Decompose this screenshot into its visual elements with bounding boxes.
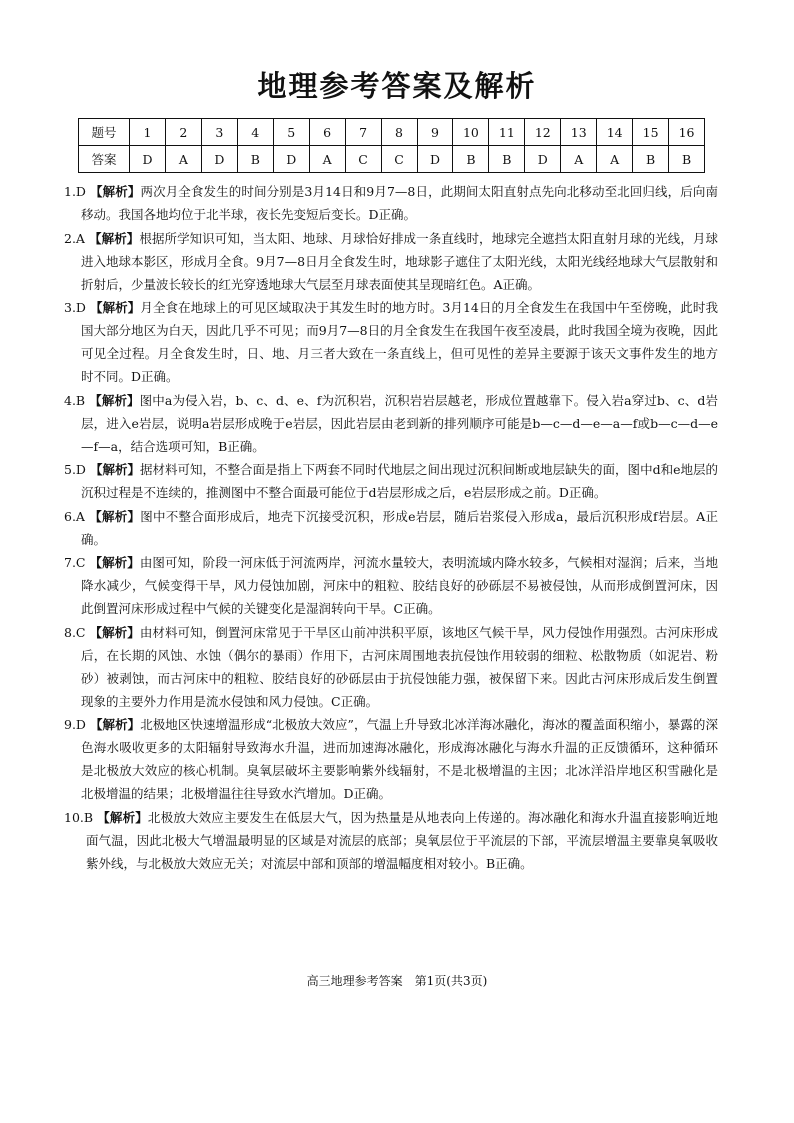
question-number-cell: 10 — [453, 119, 489, 146]
question-number-cell: 14 — [597, 119, 633, 146]
answer-cell: B — [453, 146, 489, 173]
item-text: 北极地区快速增温形成“北极放大效应”，气温上升导致北冰洋海冰融化，海冰的覆盖面积缩小，暴露的深色海水吸收更多的太阳辐射导致海水升温，进而加速海冰融化，形成海冰融化与海水升温的正反馈循环，这种循环是北极放大效应的核心机制。臭氧层破坏主要影响紫外线辐射，不是北极增温的主因；北冰洋沿岸地区积雪融化是北极增温的结果；北极增温往往导致水汽增加。D正确。 — [81, 717, 718, 801]
question-number-cell: 2 — [165, 119, 201, 146]
question-number-cell: 4 — [237, 119, 273, 146]
answer-cell: D — [417, 146, 453, 173]
answer-cell: D — [273, 146, 309, 173]
analysis-tag: 【解析】 — [89, 392, 140, 408]
question-number-row — [79, 119, 705, 146]
answer-cell: C — [381, 146, 417, 173]
item-text: 北极放大效应主要发生在低层大气，因为热量是从地表向上传递的。海冰融化和海水升温直接影响近地面气温，因此北极大气增温最明显的区域是对流层的底部；臭氧层位于平流层的下部，平流层增温主要靠臭氧吸收紫外线，与北极放大效应无关；对流层中部和顶部的增温幅度相对较小。B正确。 — [86, 809, 718, 871]
analysis-item-6 — [64, 505, 718, 551]
item-text: 根据所学知识可知，当太阳、地球、月球恰好排成一条直线时，地球完全遮挡太阳直射月球的光线，月球进入地球本影区，形成月全食。9月7—8日月全食发生时，地球影子遮住了太阳光线，太阳光线经地球大气层散射和折射后，少量波长较长的红光穿透地球大气层至月球表面使其呈现暗红色。A正确。 — [81, 230, 718, 292]
item-text: 由图可知，阶段一河床低于河流两岸，河流水量较大，表明流域内降水较多，气候相对湿润；后来，当地降水减少，气候变得干旱，风力侵蚀加剧，河床中的粗粒、胶结良好的砂砾层不易被侵蚀，从而形成倒置河床，因此倒置河床形成过程中气候的关键变化是湿润转向干旱。C正确。 — [81, 555, 718, 616]
item-number: 7.C — [64, 555, 86, 570]
item-number: 3.D — [64, 300, 86, 315]
analysis-item-8 — [64, 621, 718, 713]
item-text: 两次月全食发生的时间分别是3月14日和9月7—8日，此期间太阳直射点先向北移动至北回归线，后向南移动。我国各地均位于北半球，夜长先变短后变长。D正确。 — [81, 184, 718, 222]
question-number-cell: 8 — [381, 119, 417, 146]
question-number-cell: 5 — [273, 119, 309, 146]
answer-cell: A — [165, 146, 201, 173]
answer-cell: B — [669, 146, 705, 173]
analysis-tag: 【解析】 — [89, 230, 140, 246]
answer-cell: B — [489, 146, 525, 173]
item-text: 月全食在地球上的可见区域取决于其发生时的地方时。3月14日的月全食发生在我国中午至傍晚，此时我国大部分地区为白天，因此几乎不可见；而9月7—8日的月全食发生在我国午夜至凌晨，此时我国全境为夜晚，因此可见全过程。月全食发生时，日、地、月三者大致在一条直线上，但可见性的差异主要源于该天文事件发生的地方时不同。D正确。 — [81, 300, 718, 384]
item-number: 8.C — [64, 624, 86, 640]
row-label-answer: 答案 — [79, 146, 130, 173]
analysis-item-2 — [64, 227, 718, 296]
analysis-item-3 — [64, 296, 718, 388]
question-number-cell: 15 — [633, 119, 669, 146]
answer-row — [79, 146, 705, 173]
page-title: 地理参考答案及解析 — [257, 69, 537, 103]
question-number-cell: 6 — [309, 119, 345, 146]
analysis-tag: 【解析】 — [89, 555, 140, 570]
answer-cell: D — [201, 146, 237, 173]
analysis-list — [64, 180, 718, 875]
analysis-item-4 — [64, 389, 718, 458]
answer-cell: C — [345, 146, 381, 173]
item-number: 4.B — [64, 392, 86, 408]
item-number: 5.D — [64, 462, 86, 477]
analysis-tag: 【解析】 — [89, 624, 140, 640]
answer-cell: A — [597, 146, 633, 173]
question-number-cell: 11 — [489, 119, 525, 146]
analysis-tag: 【解析】 — [89, 717, 141, 732]
row-label-question: 题号 — [79, 119, 130, 146]
item-text: 由材料可知，倒置河床常见于干旱区山前冲洪积平原，该地区气候干旱，风力侵蚀作用强烈。古河床形成后，在长期的风蚀、水蚀（偶尔的暴雨）作用下，古河床周围地表抗侵蚀作用较弱的细粒、松散物质（如泥岩、粉砂）被剥蚀，而古河床中的粗粒、胶结良好的砂砾层由于抗侵蚀能力强，被保留下来。因此古河床形成后发生倒置现象的主要外力作用是流水侵蚀和风力侵蚀。C正确。 — [81, 624, 718, 709]
question-number-cell: 1 — [130, 119, 166, 146]
analysis-tag: 【解析】 — [90, 300, 141, 315]
question-number-cell: 9 — [417, 119, 453, 146]
analysis-item-1 — [64, 180, 718, 226]
answer-table — [78, 118, 705, 173]
answer-cell: B — [633, 146, 669, 173]
question-number-cell: 7 — [345, 119, 381, 146]
item-number: 6.A — [64, 508, 85, 524]
analysis-item-10 — [64, 806, 718, 875]
answer-cell: A — [561, 146, 597, 173]
item-number: 9.D — [64, 717, 86, 732]
answer-cell: A — [309, 146, 345, 173]
answer-cell: B — [237, 146, 273, 173]
item-number: 2.A — [64, 230, 85, 246]
item-number: 10.B — [64, 809, 94, 825]
item-number: 1.D — [64, 184, 86, 199]
item-text: 图中不整合面形成后，地壳下沉接受沉积，形成e岩层，随后岩浆侵入形成a，最后沉积形成f岩层。A正确。 — [81, 508, 718, 547]
answer-cell: D — [525, 146, 561, 173]
analysis-tag: 【解析】 — [89, 508, 141, 524]
answer-cell: D — [130, 146, 166, 173]
analysis-item-7 — [64, 551, 718, 620]
item-text: 据材料可知，不整合面是指上下两套不同时代地层之间出现过沉积间断或地层缺失的面，图中d和e地层的沉积过程是不连续的，推测图中不整合面最可能位于d岩层形成之后，e岩层形成之前。D正确。 — [81, 462, 718, 500]
page-footer: 高三地理参考答案 第1页(共3页) — [306, 974, 488, 988]
item-text: 图中a为侵入岩，b、c、d、e、f为沉积岩，沉积岩岩层越老，形成位置越靠下。侵入岩a穿过b、c、d岩层，进入e岩层，说明a岩层形成晚于e岩层，因此岩层由老到新的排列顺序可能是b—c—d—e—a—f或b—c—d—e—f—a，结合选项可知，B正确。 — [81, 392, 718, 454]
question-number-cell: 3 — [201, 119, 237, 146]
question-number-cell: 12 — [525, 119, 561, 146]
analysis-tag: 【解析】 — [89, 462, 140, 477]
question-number-cell: 13 — [561, 119, 597, 146]
question-number-cell: 16 — [669, 119, 705, 146]
analysis-tag: 【解析】 — [90, 184, 141, 199]
analysis-item-5 — [64, 458, 718, 504]
analysis-item-9 — [64, 713, 718, 805]
analysis-tag: 【解析】 — [97, 809, 148, 825]
